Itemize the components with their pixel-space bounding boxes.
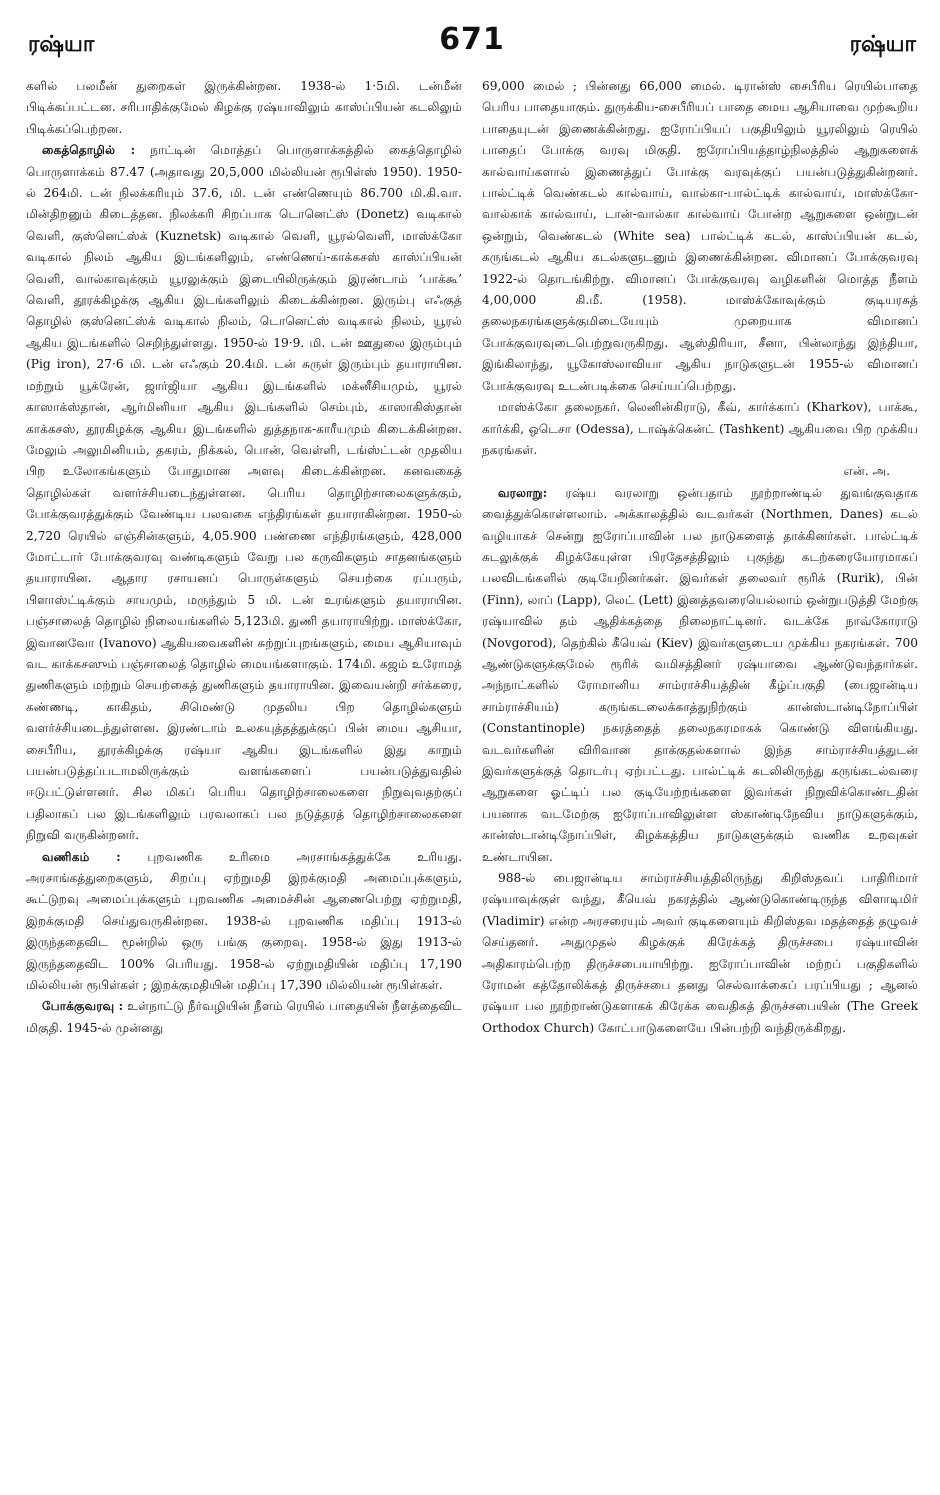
paragraph-christianity: 988-ல் பைஜான்டிய சாம்ராச்சியத்திலிருந்து கிறிஸ்தவப் பாதிரிமார் ரஷ்யாவுக்குள் வந்து, கீயெவ் நகரத்தில் ஆண்டுகொண்டிருந்த விளாடிமிர் (Vladimir) என்ற அரசரையும் அவர் குடிகளையும் கிறிஸ்தவ மதத்தைத் தழுவச் செய்தனர். அதுமுதல் கிழக்குக் கிரேக்கத் திருச்சபை ரஷ்யாவின் அதிகாரம்பெற்ற திருச்சபையாயிற்று. ஐரோப்பாவின் மற்றப் பகுதிகளில் ரோமன் கத்தோலிக்கத் திருச்சபை தனது செல்வாக்கைப் பரப்பியது ; ஆனல் ரஷ்யா பல நூற்றாண்டுகளாகக் கிரேக்க வைதிகத் திருச்சபையின் (The Greek Orthodox Church) கோட்பாடுகளையே பின்பற்றி வந்திருக்கிறது. <box>482 871 918 1035</box>
paragraph-history-body: ரஷ்ய வரலாறு ஒன்பதாம் நூற்றாண்டில் துவங்குவதாக வைத்துக்கொள்ளலாம். அக்காலத்தில் வடவர்கள் (Northmen, Danes) கடல் வழியாகச் சென்று ஐரோப்பாவின் பல நாடுகளைத் தாக்கினர்கள். பால்ட்டிக் கடலுக்குக் கிழக்கேயுள்ள பிரதேசத்திலும் புகுந்து கடற்கரையோரமாகப் பலவிடங்களில் குடியேறினர்கள். இவர்கள் தலைவர் ரூரிக் (Rurik), பின் (Finn), லாப் (Lapp), லெட் (Lett) இனத்தவரையெல்லாம் ஒன்றுபடுத்தி மேற்கு ரஷ்யாவில் தம் ஆதிக்கத்தை நிலைநாட்டினர். வடக்கே நாவ்கோராடு (Novgorod), தெற்கில் கீயெவ் (Kiev) இவர்களுடைய முக்கிய நகரங்கள். 700 ஆண்டுகளுக்குமேல் ரூரிக் வமிசத்தினர் ரஷ்யாவை ஆண்டுவந்தார்கள். அந்நாட்களில் ரோமானிய சாம்ராச்சியத்தின் கீழ்ப்பகுதி (பைஜான்டிய சாம்ராச்சியம்) கருங்கடலைக்காத்துநிற்கும் கான்ஸ்டான்டிநோப்பிள் (Constantinople) நகரத்தைத் தலைநகரமாகக் கொண்டு விளங்கியது. வடவர்களின் விரிவான தாக்குதல்களால் இந்த சாம்ராச்சியத்துடன் இவர்களுக்குத் தொடர்பு ஏற்பட்டது. பால்ட்டிக் கடலிலிருந்து கருங்கடல்வரை ஆறுகளை ஓட்டிப் பல குடியேற்றங்களை இவர்கள் நிறுவிக்கொண்டதின் பயனாக வடமேற்கு ஐரோப்பாவிலுள்ள ஸ்காண்டிநேவிய நாடுகளுக்கும், கான்ஸ்டான்டிநோப்பிள், கிழக்கத்திய நாடுகளுக்கும் வணிக உறவுகள் உண்டாயின. <box>482 485 918 864</box>
running-head-right: ரஷ்யா <box>849 32 916 57</box>
right-column <box>482 76 918 1486</box>
paragraph-industry-body: நாட்டின் மொத்தப் பொருளாக்கத்தில் கைத்தொழில் பொருளாக்கம் 87.47 (அதாவது 20,5,000 மில்லியன் ரூபிள்ஸ் 1950). 1950-ல் 264மி. டன் நிலக்கரியும் 37.6, மி. டன் எண்ணெயும் 86.700 மி.கி.வா. மின்திறனும் கிடைத்தன. நிலக்கரி சிறப்பாக டொனெட்ஸ் (Donetz) வடிகால் வெளி, குஸ்னெட்ஸ்க் (Kuznetsk) வடிகால் வெளி, யூரல்வெளி, மாஸ்க்கோ வடிகால் நிலம் ஆகிய இடங்களிலும், எண்ணெய்-காக்கசஸ் காஸ்ப்பியன் வெளி, வால்காவுக்கும் யூரலுக்கும் இடையிலிருக்கும் இரண்டாம் ‘பாக்கூ’ வெளி, தூரக்கிழக்கு ஆகிய இடங்களிலும் கிடைக்கின்றன. இரும்பு எஃகுத் தொழில் குஸ்னெட்ஸ்க் வடிகால் நிலம், டொனெட்ஸ் வடிகால் நிலம், யூரல் ஆகிய இடங்களில் செறிந்துள்ளது. 1950-ல் 19·9. மி. டன் ஊதுலை இரும்பும் (Pig iron), 27·6 மி. டன் எஃகும் 20.4மி. டன் சுருள் இரும்பும் தயாராயின. மற்றும் யூக்ரேன், ஜார்ஜியா ஆகிய இடங்களில் மக்னீசியமும், யூரல் காஸாக்ஸ்தான், ஆர்மினியா ஆகிய இடங்களில் செம்பும், காஸாகிஸ்தான் காக்கசஸ், தூரகிழக்கு ஆகிய இடங்களில் துத்தநாக-காரீயமும் கிடைக்கின்றன. மேலும் அலுமினியம், தகரம், நிக்கல், பொன், வெள்ளி, டங்ஸ்ட்டன் முதலிய பிற உலோகங்களும் போதுமான அளவு கிடைக்கின்றன. கனவகைத் தொழில்கள் வளர்ச்சியடைந்துள்ளன. பெரிய தொழிற்சாலைகளுக்கும், போக்குவரத்துக்கும் வேண்டிய பலவகை எந்திரங்கள் தயாராகின்றன. 1950-ல் 2,720 ரெயில் எஞ்சின்களும், 4,05.900 பண்ணை எந்திரங்களும், 428,000 மோட்டார் போக்குவரவு வண்டிகளும் வேறு பல கருவிகளும் சாதனங்களும் தயாராயின. ஆதார ரசாயனப் பொருள்களும் செயற்கை ரப்பரும், பிளாஸ்ட்டிக்கும் சாயமும், மருந்தும் 5 மி. டன் உரங்களும் தயாராயின. பஞ்சாலைத் தொழில் நிலையங்களில் 5,123மி. துணி தயாராயிற்று. மாஸ்க்கோ, இவானவோ (Ivanovo) ஆகியவைகளின் சுற்றுப்புறங்களும், மைய ஆசியாவும் வட காக்கசஸும் பஞ்சாலைத் தொழில் மையங்களாகும். 174மி. கஜம் உரோமத் துணிகளும் மற்றும் செயற்கைத் துணிகளும் தயாராயின. இவையன்றி சர்க்கரை, கண்ணடி, காகிதம், சிமெண்டு முதலிய பிற தொழில்களும் வளர்ச்சியடைந்துள்ளன. இரண்டாம் உலகயுத்தத்துக்குப் பின் மைய ஆசியா, சைபீரிய, தூரக்கிழக்கு ரஷ்யா ஆகிய இடங்களில் இது காறும் பயன்படுத்தப்படாமலிருக்கும் வளங்களைப் பயன்படுத்துவதில் ஈடுபட்டுள்ளனர். சில மிகப் பெரிய தொழிற்சாலைகளை நிறுவுவதற்குப் பதிலாகப் பல இடங்களிலும் பரவலாகப் பல நடுத்தரத் தொழிற்சாலைகளை நிறுவி வருகின்றனர். <box>26 143 462 843</box>
section-lead-industry: கைத்தொழில் : <box>42 143 136 158</box>
paragraph-trade-body: புறவணிக உரிமை அரசாங்கத்துக்கே உரியது. அரசாங்கத்துறைகளும், சிறப்பு ஏற்றுமதி இறக்குமதி அமைப்புக்களும், கூட்டுறவு அமைப்புக்களும் புறவணிக அமைச்சின் ஆணைபெற்று ஏற்றுமதி, இறக்குமதி செய்துவருகின்றன. 1938-ல் புறவணிக மதிப்பு 1913-ல் இருந்ததைவிட மூன்றில் ஒரு பங்கு குறைவு. 1958-ல் இது 1913-ல் இருந்ததைவிட 100% பெரியது. 1958-ல் ஏற்றுமதியின் மதிப்பு 17,190 மில்லியன் ரூபிள்கள் ; இறக்குமதியின் மதிப்பு 17,390 மில்லியன் ரூபிள்கள். <box>26 849 462 993</box>
paragraph-trade <box>26 847 462 997</box>
left-column <box>26 76 462 1486</box>
section-lead-trade: வணிகம் : <box>42 849 121 864</box>
author-initials: என். அ. <box>843 464 890 479</box>
section-lead-history: வரலாறு: <box>498 485 548 500</box>
page-number: 671 <box>439 22 505 57</box>
paragraph-history <box>482 483 918 868</box>
paragraph-industry <box>26 140 462 846</box>
section-lead-transport: போக்குவரவு : <box>42 999 124 1014</box>
paragraph-transport-continued: 69,000 மைல் ; பின்னது 66,000 மைல். டிரான்ஸ் சைபீரிய ரெயில்பாதை பெரிய பாதையாகும். துருக்கிய-சைபீரியப் பாதை மைய ஆசியாவை முற்கூறிய பாதையுடன் இணைக்கின்றது. ஐரோப்பியப் பகுதியிலும் யூரலிலும் ரெயில் பாதைப் போக்கு வரவு மிகுதி. ஐரோப்பியத்தாழ்நிலத்தில் ஆறுகளைக் கால்வாய்களால் இணைத்துப் போக்கு வரவுக்குப் பயன்படுத்துகின்றனர். பால்ட்டிக் வெண்கடல் கால்வாய், வால்கா-பால்ட்டிக் கால்வாய், மாஸ்க்கோ-வால்காக் கால்வாய், டான்-வால்கா கால்வாய் போன்ற ஆறுகளை ஒன்றுடன் ஒன்றும், வெண்கடல் (White sea) பால்ட்டிக் கடல், காஸ்ப்பியன் கடல், கருங்கடல் ஆகிய கடல்களுடனும் இணைக்கின்றன. விமானப் போக்குவரவு 1922-ல் தொடங்கிற்று. விமானப் போக்குவரவு வழிகளின் மொத்த நீளம் 4,00,000 கி.மீ. (1958). மாஸ்க்கோவுக்கும் குடியரசுத் தலைநகரங்களுக்குமிடையேயும் முறையாக விமானப் போக்குவரவுடைபெற்றுவருகிறது. ஆஸ்திரியா, சீனா, பின்லாந்து இந்தியா, இங்கிலாந்து, யூகோஸ்லாவியா ஆகிய நாடுகளுடன் 1955-ல் விமானப் போக்குவரவு உடன்படிக்கை செய்யப்பெற்றது. <box>482 79 918 393</box>
running-head-left: ரஷ்யா <box>28 32 95 57</box>
paragraph-transport-body: உள்நாட்டு நீர்வழியின் நீளம் ரெயில் பாதையின் நீளத்தைவிட மிகுதி. 1945-ல் முன்னது <box>26 999 462 1035</box>
paragraph-fisheries: களில் பலமீன் துறைகள் இருக்கின்றன. 1938-ல் 1·5மி. டன்மீன் பிடிக்கப்பட்டன. சரிபாதிக்குமேல் கிழக்கு ரஷ்யாவிலும் காஸ்ப்பியன் கடலிலும் பிடிக்கப்பெற்றன. <box>26 79 462 136</box>
text-columns <box>26 76 918 1486</box>
paragraph-transport <box>26 996 462 1039</box>
paragraph-cities: மாஸ்க்கோ தலைநகர். லெனின்கிராடு, கீவ், கார்க்காப் (Kharkov), பாக்கூ, கார்க்கி, ஒடெசா (Odessa), டாஷ்க்கென்ட் (Tashkent) ஆகியவை பிற முக்கிய நகரங்கள். <box>482 400 918 457</box>
page-header <box>26 18 918 76</box>
